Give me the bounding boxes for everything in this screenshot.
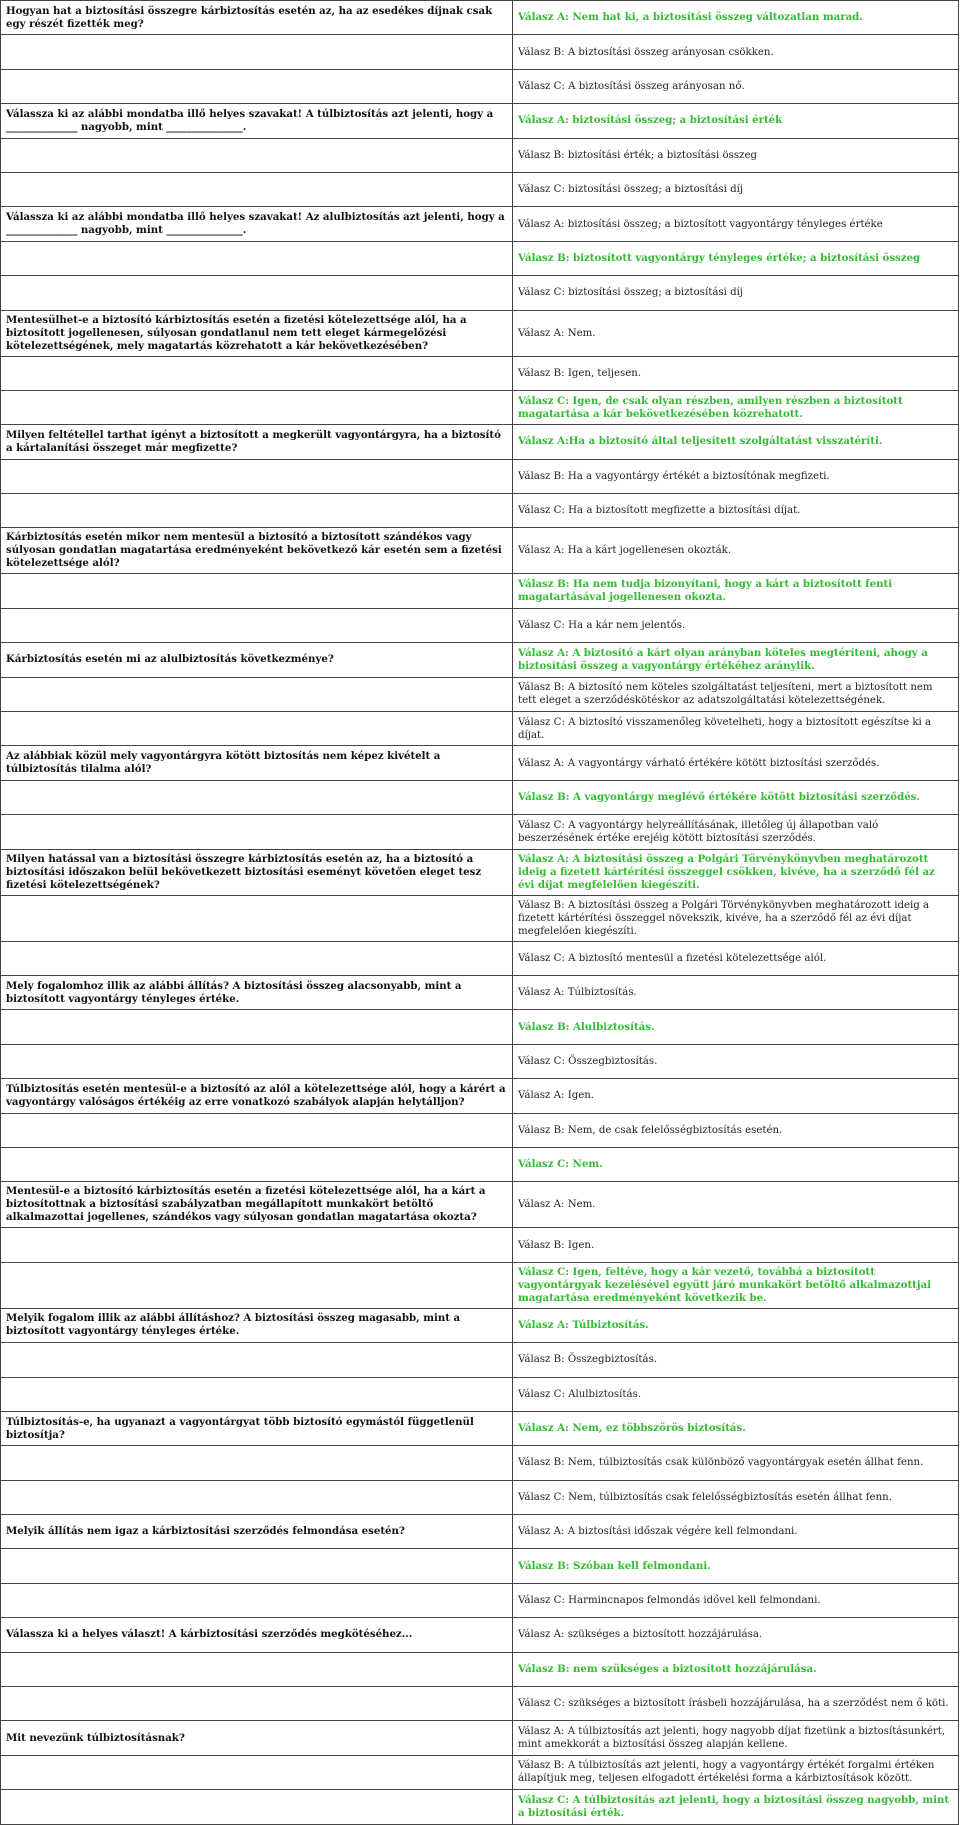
answer-cell: Válasz C: biztosítási összeg; a biztosítási díj <box>513 276 959 310</box>
question-cell: Kárbiztosítás esetén mikor nem mentesül a biztosító a biztosított szándékos vagy súlyosan gondatlan magatartása eredményeként bekövetkező kár esetén sem a fizetési kötelezettsége alól? <box>1 528 513 574</box>
empty-question-cell <box>1 276 513 310</box>
answer-cell: Válasz C: Ha a biztosított megfizette a biztosítási díjat. <box>513 494 959 528</box>
question-cell: Melyik állítás nem igaz a kárbiztosítási szerződés felmondása esetén? <box>1 1515 513 1549</box>
answer-cell: Válasz C: A biztosítási összeg arányosan nő. <box>513 69 959 103</box>
answer-cell: Válasz A: biztosítási összeg; a biztosított vagyontárgy tényleges értéke <box>513 207 959 241</box>
table-row <box>1 172 959 206</box>
answer-cell: Válasz A: Nem. <box>513 310 959 356</box>
table-row <box>1 1044 959 1078</box>
table-row <box>1 746 959 780</box>
quiz-table-body <box>1 1 959 1825</box>
table-row <box>1 574 959 608</box>
empty-question-cell <box>1 459 513 493</box>
empty-question-cell <box>1 1113 513 1147</box>
question-cell: Válassza ki az alábbi mondatba illő helyes szavakat! Az alulbiztosítás azt jelenti, hogy a ______________ nagyobb, mint _______________. <box>1 207 513 241</box>
question-cell: Kárbiztosítás esetén mi az alulbiztosítás következménye? <box>1 643 513 677</box>
table-row <box>1 276 959 310</box>
answer-cell: Válasz B: Összegbiztosítás. <box>513 1343 959 1377</box>
question-cell: Mely fogalomhoz illik az alábbi állítás? A biztosítási összeg alacsonyabb, mint a biztosított vagyontárgy tényleges értéke. <box>1 975 513 1009</box>
table-row <box>1 356 959 390</box>
table-row <box>1 1377 959 1411</box>
table-row <box>1 895 959 941</box>
correct-answer-cell: Válasz C: Igen, de csak olyan részben, amilyen részben a biztosított magatartása a kár bekövetkezésében közrehatott. <box>513 390 959 424</box>
question-cell: Milyen hatással van a biztosítási összegre kárbiztosítás esetén az, ha a biztosító a biztosítási időszakon belül bekövetkezett biztosítási eseményt követően eleget tesz fizetési kötelezettségének? <box>1 849 513 895</box>
answer-cell: Válasz C: Nem, túlbiztosítás csak felelősségbiztosítás esetén állhat fenn. <box>513 1480 959 1514</box>
empty-question-cell <box>1 1446 513 1480</box>
question-cell: Az alábbiak közül mely vagyontárgyra kötött biztosítás nem képez kivételt a túlbiztosítás tilalma alól? <box>1 746 513 780</box>
answer-cell: Válasz A: A vagyontárgy várható értékére kötött biztosítási szerződés. <box>513 746 959 780</box>
question-cell: Mit nevezünk túlbiztosításnak? <box>1 1721 513 1755</box>
table-row <box>1 849 959 895</box>
table-row <box>1 780 959 814</box>
table-row <box>1 643 959 677</box>
empty-question-cell <box>1 815 513 849</box>
empty-question-cell <box>1 35 513 69</box>
table-row <box>1 104 959 138</box>
correct-answer-cell: Válasz A: A biztosítási összeg a Polgári Törvénykönyvben meghatározott ideig a fizetett kártérítési összeggel csökken, kivéve, ha a szerződő fél az évi díjat megfelelően kiegészíti. <box>513 849 959 895</box>
empty-question-cell <box>1 1228 513 1262</box>
table-row <box>1 1010 959 1044</box>
answer-cell: Válasz A: Igen. <box>513 1079 959 1113</box>
empty-question-cell <box>1 172 513 206</box>
table-row <box>1 712 959 746</box>
correct-answer-cell: Válasz B: Ha nem tudja bizonyítani, hogy a kárt a biztosított fenti magatartásával jogellenesen okozta. <box>513 574 959 608</box>
correct-answer-cell: Válasz C: Igen, feltéve, hogy a kár vezető, továbbá a biztosított vagyontárgyak kezelésével együtt járó munkakört betöltő alkalmazottjai magatartása eredményeként következik be. <box>513 1262 959 1308</box>
answer-cell: Válasz C: biztosítási összeg; a biztosítási díj <box>513 172 959 206</box>
answer-cell: Válasz A: A túlbiztosítás azt jelenti, hogy nagyobb díjat fizetünk a biztosításunkért, mint amekkorát a biztosítási összeg alapján kellene. <box>513 1721 959 1755</box>
answer-cell: Válasz A: Ha a kárt jogellenesen okozták. <box>513 528 959 574</box>
answer-cell: Válasz C: szükséges a biztosított írásbeli hozzájárulása, ha a szerződést nem ő köti. <box>513 1687 959 1721</box>
table-row <box>1 528 959 574</box>
answer-cell: Válasz B: Igen, teljesen. <box>513 356 959 390</box>
empty-question-cell <box>1 138 513 172</box>
table-row <box>1 138 959 172</box>
question-cell: Hogyan hat a biztosítási összegre kárbiztosítás esetén az, ha az esedékes díjnak csak egy részét fizették meg? <box>1 1 513 35</box>
correct-answer-cell: Válasz A: A biztosító a kárt olyan arányban köteles megtéríteni, ahogy a biztosítási összeg a vagyontárgy értékéhez aránylik. <box>513 643 959 677</box>
table-row <box>1 241 959 275</box>
table-row <box>1 941 959 975</box>
answer-cell: Válasz C: Ha a kár nem jelentős. <box>513 608 959 642</box>
table-row <box>1 1147 959 1181</box>
table-row <box>1 1790 959 1824</box>
empty-question-cell <box>1 1262 513 1308</box>
answer-cell: Válasz B: A biztosítási összeg a Polgári Törvénykönyvben meghatározott ideig a fizetett kártérítési összeggel növekszik, kivéve, ha a szerződő fél az évi díjat megfelelően kiegészíti. <box>513 895 959 941</box>
empty-question-cell <box>1 69 513 103</box>
table-row <box>1 1262 959 1308</box>
answer-cell: Válasz B: A biztosító nem köteles szolgáltatást teljesíteni, mert a biztosított nem tett eleget a szerződéskötéskor az adatszolgáltatási kötelezettségének. <box>513 677 959 711</box>
table-row <box>1 494 959 528</box>
empty-question-cell <box>1 1755 513 1789</box>
empty-question-cell <box>1 1044 513 1078</box>
correct-answer-cell: Válasz A: Nem hat ki, a biztosítási összeg változatlan marad. <box>513 1 959 35</box>
question-cell: Melyik fogalom illik az alábbi állításhoz? A biztosítási összeg magasabb, mint a biztosított vagyontárgy tényleges értéke. <box>1 1308 513 1342</box>
table-row <box>1 1113 959 1147</box>
answer-cell: Válasz A: szükséges a biztosított hozzájárulása. <box>513 1618 959 1652</box>
question-cell: Mentesül-e a biztosító kárbiztosítás esetén a fizetési kötelezettsége alól, ha a kárt a biztosítottnak a biztosítási szabályzatban megállapított munkakört betöltő alkalmazottai jogellenes, szándékos vagy súlyosan gondatlan magatartása okozta? <box>1 1182 513 1228</box>
table-row <box>1 1228 959 1262</box>
answer-cell: Válasz B: A biztosítási összeg arányosan csökken. <box>513 35 959 69</box>
table-row <box>1 1583 959 1617</box>
correct-answer-cell: Válasz A:Ha a biztosító által teljesített szolgáltatást visszatéríti. <box>513 425 959 459</box>
correct-answer-cell: Válasz A: biztosítási összeg; a biztosítási érték <box>513 104 959 138</box>
table-row <box>1 1721 959 1755</box>
empty-question-cell <box>1 1549 513 1583</box>
question-cell: Válassza ki a helyes választ! A kárbiztosítási szerződés megkötéséhez... <box>1 1618 513 1652</box>
empty-question-cell <box>1 677 513 711</box>
empty-question-cell <box>1 1687 513 1721</box>
empty-question-cell <box>1 608 513 642</box>
correct-answer-cell: Válasz B: A vagyontárgy meglévő értékére kötött biztosítási szerződés. <box>513 780 959 814</box>
table-row <box>1 1687 959 1721</box>
answer-cell: Válasz A: Nem. <box>513 1182 959 1228</box>
correct-answer-cell: Válasz C: A túlbiztosítás azt jelenti, hogy a biztosítási összeg nagyobb, mint a biztosítási érték. <box>513 1790 959 1824</box>
question-cell: Túlbiztosítás esetén mentesül-e a biztosító az alól a kötelezettsége alól, hogy a kárért a vagyontárgy valóságos értékéig az erre vonatkozó szabályok alapján helytálljon? <box>1 1079 513 1113</box>
question-cell: Túlbiztosítás-e, ha ugyanazt a vagyontárgyat több biztosító egymástól függetlenül biztosítja? <box>1 1411 513 1445</box>
answer-cell: Válasz C: Harmincnapos felmondás idővel kell felmondani. <box>513 1583 959 1617</box>
answer-cell: Válasz B: biztosítási érték; a biztosítási összeg <box>513 138 959 172</box>
answer-cell: Válasz A: Túlbiztosítás. <box>513 975 959 1009</box>
empty-question-cell <box>1 712 513 746</box>
empty-question-cell <box>1 1583 513 1617</box>
question-cell: Mentesülhet-e a biztosító kárbiztosítás esetén a fizetési kötelezettsége alól, ha a biztosított jogellenesen, súlyosan gondatlanul nem tett eleget kármegelőzési kötelezettségének, mely magatartás közrehatott a kár bekövetkezésében? <box>1 310 513 356</box>
empty-question-cell <box>1 895 513 941</box>
table-row <box>1 207 959 241</box>
table-row <box>1 390 959 424</box>
correct-answer-cell: Válasz B: Szóban kell felmondani. <box>513 1549 959 1583</box>
table-row <box>1 35 959 69</box>
answer-cell: Válasz B: A túlbiztosítás azt jelenti, hogy a vagyontárgy értékét forgalmi értéken állapítjuk meg, teljesen elfogadott értékelési forma a kárbiztosítások között. <box>513 1755 959 1789</box>
table-row <box>1 975 959 1009</box>
table-row <box>1 1549 959 1583</box>
table-row <box>1 459 959 493</box>
table-row <box>1 1618 959 1652</box>
table-row <box>1 1652 959 1686</box>
answer-cell: Válasz C: A biztosító mentesül a fizetési kötelezettsége alól. <box>513 941 959 975</box>
empty-question-cell <box>1 1010 513 1044</box>
table-row <box>1 1 959 35</box>
empty-question-cell <box>1 574 513 608</box>
table-row <box>1 1411 959 1445</box>
correct-answer-cell: Válasz B: Alulbiztosítás. <box>513 1010 959 1044</box>
answer-cell: Válasz C: A biztosító visszamenőleg követelheti, hogy a biztosított egészítse ki a díjat. <box>513 712 959 746</box>
empty-question-cell <box>1 941 513 975</box>
correct-answer-cell: Válasz A: Nem, ez többszörös biztosítás. <box>513 1411 959 1445</box>
answer-cell: Válasz B: Nem, túlbiztosítás csak különböző vagyontárgyak esetén állhat fenn. <box>513 1446 959 1480</box>
empty-question-cell <box>1 241 513 275</box>
empty-question-cell <box>1 1343 513 1377</box>
empty-question-cell <box>1 1652 513 1686</box>
table-row <box>1 1079 959 1113</box>
empty-question-cell <box>1 494 513 528</box>
answer-cell: Válasz B: Ha a vagyontárgy értékét a biztosítónak megfizeti. <box>513 459 959 493</box>
table-row <box>1 1343 959 1377</box>
table-row <box>1 1515 959 1549</box>
answer-cell: Válasz A: A biztosítási időszak végére kell felmondani. <box>513 1515 959 1549</box>
question-cell: Válassza ki az alábbi mondatba illő helyes szavakat! A túlbiztosítás azt jelenti, hogy a ______________ nagyobb, mint _______________. <box>1 104 513 138</box>
table-row <box>1 1182 959 1228</box>
table-row <box>1 608 959 642</box>
empty-question-cell <box>1 780 513 814</box>
correct-answer-cell: Válasz B: nem szükséges a biztosított hozzájárulása. <box>513 1652 959 1686</box>
table-row <box>1 69 959 103</box>
empty-question-cell <box>1 390 513 424</box>
answer-cell: Válasz B: Nem, de csak felelősségbiztosítás esetén. <box>513 1113 959 1147</box>
answer-cell: Válasz C: Összegbiztosítás. <box>513 1044 959 1078</box>
correct-answer-cell: Válasz B: biztosított vagyontárgy tényleges értéke; a biztosítási összeg <box>513 241 959 275</box>
empty-question-cell <box>1 1147 513 1181</box>
table-row <box>1 1446 959 1480</box>
empty-question-cell <box>1 356 513 390</box>
table-row <box>1 677 959 711</box>
table-row <box>1 1755 959 1789</box>
empty-question-cell <box>1 1377 513 1411</box>
answer-cell: Válasz C: A vagyontárgy helyreállításának, illetőleg új állapotban való beszerzésének értéke erejéig kötött biztosítási szerződés. <box>513 815 959 849</box>
correct-answer-cell: Válasz A: Túlbiztosítás. <box>513 1308 959 1342</box>
empty-question-cell <box>1 1480 513 1514</box>
empty-question-cell <box>1 1790 513 1824</box>
answer-cell: Válasz C: Alulbiztosítás. <box>513 1377 959 1411</box>
table-row <box>1 425 959 459</box>
answer-cell: Válasz B: Igen. <box>513 1228 959 1262</box>
question-cell: Milyen feltétellel tarthat igényt a biztosított a megkerült vagyontárgyra, ha a biztosító a kártalanítási összeget már megfizette? <box>1 425 513 459</box>
correct-answer-cell: Válasz C: Nem. <box>513 1147 959 1181</box>
table-row <box>1 1308 959 1342</box>
table-row <box>1 1480 959 1514</box>
table-row <box>1 815 959 849</box>
table-row <box>1 310 959 356</box>
